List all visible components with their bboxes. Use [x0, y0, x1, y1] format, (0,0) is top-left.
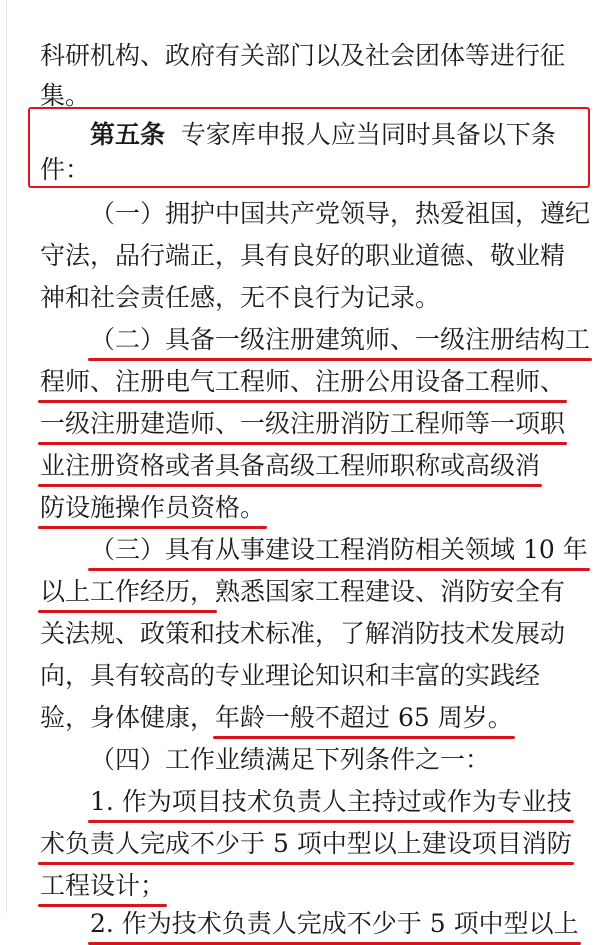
text-line [40, 700, 513, 736]
text-run: 验，身体健康， [40, 703, 216, 732]
underlined-text: 业注册资格或者具备高级工程师职称或高级消 [40, 448, 540, 484]
text-line [40, 364, 565, 400]
underlined-text: 以上工作经历， [40, 574, 215, 610]
text-run: 熟悉国家工程建设、消防安全有 [215, 577, 566, 606]
underlined-text: 术负责人完成不少于 5 项中型以上建设项目消防 [40, 826, 572, 862]
underlined-text: 2. 作为技术负责人完成不少于 5 项中型以上 [90, 906, 579, 942]
text-line: 科研机构、政府有关部门以及社会团体等进行征 [40, 41, 566, 70]
underlined-text: 年龄一般不超过 65 周岁。 [215, 700, 513, 736]
text-line [40, 406, 565, 442]
underlined-text: （三）具有从事建设工程消防相关领域 10 年 [90, 532, 588, 568]
underlined-text: （二）具备一级注册建筑师、一级注册结构工 [90, 322, 590, 358]
text-line: 向，具有较高的专业理论知识和丰富的实践经 [40, 661, 541, 690]
underlined-text: 工程设计； [40, 868, 165, 904]
article-heading: 第五条 [90, 120, 166, 149]
text-line [90, 322, 590, 358]
text-line [90, 117, 556, 153]
text-line [40, 826, 572, 862]
text-line [90, 532, 588, 568]
text-line [40, 868, 165, 904]
text-line: （一）拥护中国共产党领导，热爱祖国，遵纪 [90, 199, 591, 228]
text-line: 关法规、政策和技术标准，了解消防技术发展动 [40, 619, 566, 648]
text-line [40, 448, 540, 484]
text-line [40, 574, 565, 610]
text-line [90, 906, 579, 942]
underlined-text: 程师、注册电气工程师、注册公用设备工程师、 [40, 364, 565, 400]
text-line: （四）工作业绩满足下列条件之一： [90, 745, 491, 774]
text-line [40, 490, 265, 526]
text-line: 集。 [40, 81, 91, 110]
text-line: 件： [40, 155, 91, 184]
text-line: 守法，品行端正，具有良好的职业道德、敬业精 [40, 241, 566, 270]
underlined-text: 防设施操作员资格。 [40, 490, 265, 526]
page-edge-line [6, 0, 7, 913]
text-line [90, 784, 572, 820]
article-text: 专家库申报人应当同时具备以下条 [180, 120, 556, 149]
underlined-text: 一级注册建造师、一级注册消防工程师等一项职 [40, 406, 565, 442]
underlined-text: 1. 作为项目技术负责人主持过或作为专业技 [90, 784, 572, 820]
text-line: 神和社会责任感，无不良行为记录。 [40, 283, 441, 312]
